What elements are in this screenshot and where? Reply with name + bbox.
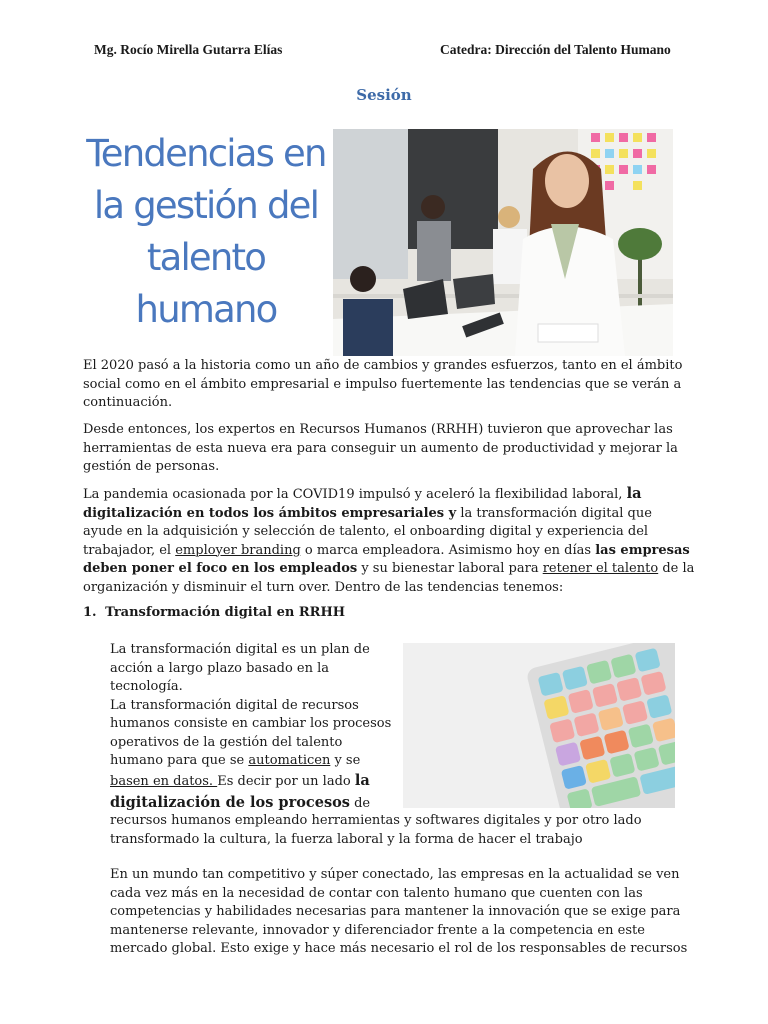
intro-paragraph xyxy=(83,357,703,413)
office-team-photo xyxy=(333,129,673,356)
text-line: La transformación digital de recursos xyxy=(110,697,359,713)
text-run: y su bienestar laboral para xyxy=(357,561,543,576)
title-line: humano xyxy=(135,288,277,331)
text-line: continuación. xyxy=(83,395,173,410)
text-line: En un mundo tan competitivo y súper conectado, las empresas en la actualidad se ven xyxy=(110,867,680,882)
text-line: humanos consiste en cambiar los procesos xyxy=(110,716,392,731)
section-heading xyxy=(83,605,345,620)
text-line: social como en el ámbito empresarial e impulso fuertemente las tendencias que se verán a xyxy=(83,376,682,392)
digital-transformation-continued xyxy=(110,812,670,849)
bold-text: digitalización en todos los ámbitos empresariales y xyxy=(83,505,457,521)
data-based-term: basen en datos. xyxy=(110,773,218,789)
text-line: operativos de la gestión del talento xyxy=(110,734,343,750)
section-title: Transformación digital en RRHH xyxy=(105,605,346,620)
automate-term: automaticen xyxy=(248,753,331,768)
text-run: y se xyxy=(330,753,361,768)
text-run: humano para que se xyxy=(110,753,249,768)
competitive-world-paragraph xyxy=(110,866,710,959)
author-name: Mg. Rocío Mirella Gutarra Elías xyxy=(94,42,283,57)
text-line: El 2020 pasó a la historia como un año de cambios y grandes esfuerzos, tanto en el ámbito xyxy=(83,358,683,373)
text-run: o marca empleadora. Asimismo hoy en días xyxy=(300,542,596,558)
pandemic-paragraph xyxy=(83,485,703,597)
text-line: transformado la cultura, la fuerza laboral y la forma de hacer el trabajo xyxy=(110,831,583,847)
bold-text: la xyxy=(626,485,642,502)
bold-text: digitalización de los procesos xyxy=(110,793,350,811)
text-run: de la xyxy=(658,561,695,576)
text-run: trabajador, el xyxy=(83,542,176,558)
text-run: la transformación digital que xyxy=(456,505,652,521)
title-line: Tendencias en xyxy=(86,132,326,175)
digital-transformation-text xyxy=(110,641,400,814)
text-line: acción a largo plazo basado en la xyxy=(110,660,330,676)
text-line: mercado global. Esto exige y hace más necesario el rol de los responsables de recursos xyxy=(110,941,688,956)
page-title xyxy=(86,128,326,336)
text-line: organización y disminuir el turn over. Dentro de las tendencias tenemos: xyxy=(83,579,564,595)
bold-text: deben poner el foco en los empleados xyxy=(83,561,358,576)
text-line: ayude en la adquisición y selección de talento, el onboarding digital y experiencia del xyxy=(83,524,649,539)
keyboard-photo xyxy=(403,643,675,808)
section-number: 1. xyxy=(83,605,97,620)
text-line: cada vez más en la necesidad de contar con talento humano que cuenten con las xyxy=(110,885,643,901)
text-line: tecnología. xyxy=(110,679,183,694)
bold-text: las empresas xyxy=(595,542,690,558)
text-run: de xyxy=(349,795,371,811)
text-line: mantenerse relevante, innovador y diferenciador frente a la competencia en este xyxy=(110,922,645,938)
text-line: La transformación digital es un plan de xyxy=(110,642,370,657)
retain-talent-term: retener el talento xyxy=(542,561,659,576)
title-line: talento xyxy=(146,236,266,279)
text-run: Es decir por un lado xyxy=(217,773,355,789)
bold-text: la xyxy=(354,771,370,789)
text-line: competencias y habilidades necesarias para mantener la innovación que se exige para xyxy=(110,904,681,919)
text-line: gestión de personas. xyxy=(83,459,220,474)
text-run: La pandemia ocasionada por la COVID19 impulsó y aceleró la flexibilidad laboral, xyxy=(83,487,627,502)
text-line: recursos humanos empleando herramientas y softwares digitales y por otro lado xyxy=(110,813,642,828)
experts-paragraph xyxy=(83,421,703,477)
text-line: Desde entonces, los expertos en Recursos Humanos (RRHH) tuvieron que aprovechar las xyxy=(83,422,673,437)
employer-branding-term: employer branding xyxy=(175,542,301,558)
course-name: Catedra: Dirección del Talento Humano xyxy=(440,42,671,57)
title-line: la gestión del xyxy=(93,184,319,227)
session-label: Sesión xyxy=(356,86,412,104)
text-line: herramientas de esta nueva era para conseguir un aumento de productividad y mejorar la xyxy=(83,440,678,456)
